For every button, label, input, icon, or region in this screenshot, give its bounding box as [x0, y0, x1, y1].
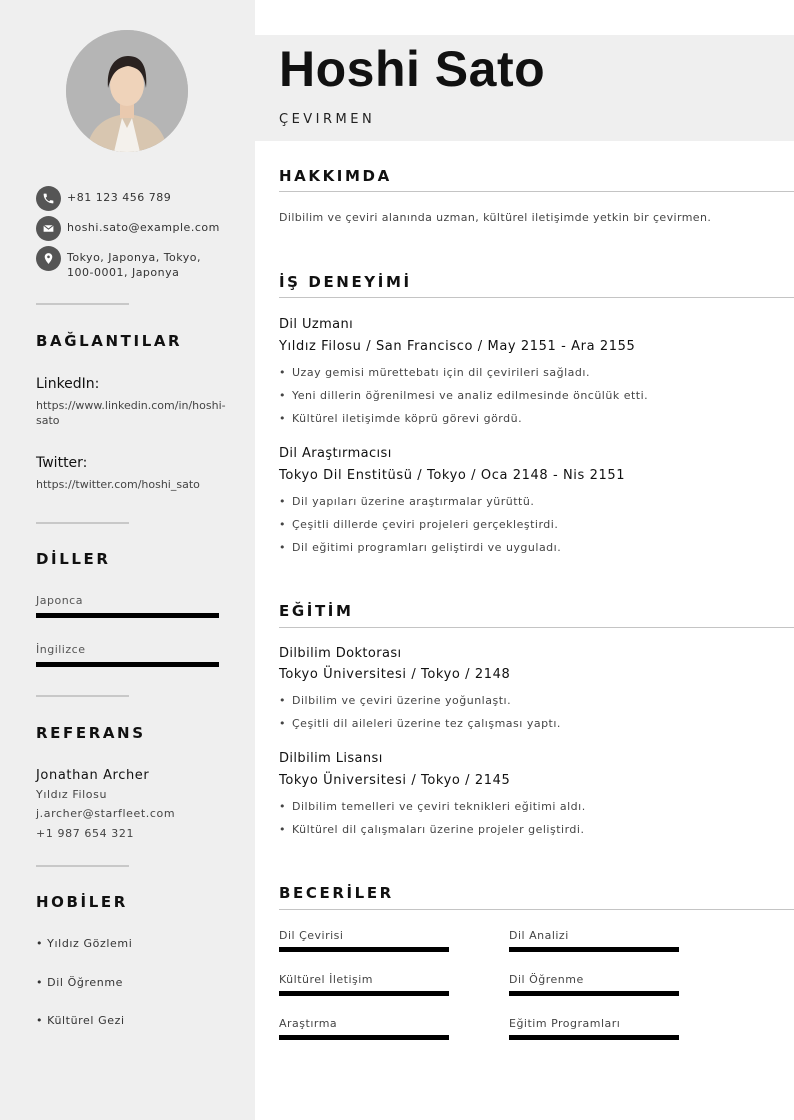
email-text[interactable]: hoshi.sato@example.com	[67, 221, 220, 234]
links-heading: BAĞLANTILAR	[36, 332, 183, 350]
reference-phone: +1 987 654 321	[36, 827, 135, 840]
skill-level-bar	[279, 1035, 449, 1040]
contact-address	[36, 246, 236, 280]
address-line1: Tokyo, Japonya, Tokyo,	[67, 251, 201, 264]
address-text	[67, 246, 201, 280]
phone-text: +81 123 456 789	[67, 191, 172, 204]
about-text: Dilbilim ve çeviri alanında uzman, kültürel iletişimde yetkin bir çevirmen.	[279, 211, 712, 224]
job-meta: Yıldız Filosu / San Francisco / May 2151 - Ara 2155	[279, 339, 636, 354]
skill-level-bar	[509, 947, 679, 952]
linkedin-url-line2[interactable]: sato	[36, 414, 60, 427]
profile-photo-illustration	[66, 30, 188, 152]
skill-level-bar	[509, 1035, 679, 1040]
degree-bullet: • Kültürel dil çalışmaları üzerine projeler geliştirdi.	[279, 823, 584, 836]
degree-bullet: • Dilbilim temelleri ve çeviri teknikleri eğitimi aldı.	[279, 800, 586, 813]
twitter-label: Twitter:	[36, 455, 88, 471]
degree-name: Dilbilim Doktorası	[279, 646, 402, 661]
location-icon	[36, 246, 61, 271]
skill-name: Dil Öğrenme	[509, 973, 584, 986]
skill-name: Dil Çevirisi	[279, 929, 344, 942]
sidebar-divider	[36, 695, 129, 697]
experience-heading: İŞ DENEYİMİ	[279, 273, 412, 291]
job-bullet: • Kültürel iletişimde köprü görevi gördü.	[279, 412, 522, 425]
reference-name: Jonathan Archer	[36, 768, 150, 783]
section-divider	[279, 627, 794, 628]
section-divider	[279, 909, 794, 910]
reference-org: Yıldız Filosu	[36, 788, 108, 801]
skill-name: Eğitim Programları	[509, 1017, 621, 1030]
job-meta: Tokyo Dil Enstitüsü / Tokyo / Oca 2148 - Nis 2151	[279, 468, 626, 483]
skill-level-bar	[279, 947, 449, 952]
skills-heading: BECERİLER	[279, 884, 394, 902]
degree-name: Dilbilim Lisansı	[279, 751, 383, 766]
reference-email[interactable]: j.archer@starfleet.com	[36, 807, 176, 820]
job-bullet: • Yeni dillerin öğrenilmesi ve analiz edilmesinde öncülük etti.	[279, 389, 648, 402]
degree-meta: Tokyo Üniversitesi / Tokyo / 2145	[279, 773, 511, 788]
hobby-item: • Yıldız Gözlemi	[36, 937, 133, 950]
sidebar-divider	[36, 522, 129, 524]
twitter-url[interactable]: https://twitter.com/hoshi_sato	[36, 478, 200, 491]
job-role: Dil Uzmanı	[279, 317, 354, 332]
job-bullet: • Dil eğitimi programları geliştirdi ve uyguladı.	[279, 541, 561, 554]
skill-level-bar	[279, 991, 449, 996]
sidebar-divider	[36, 865, 129, 867]
skill-name: Araştırma	[279, 1017, 338, 1030]
job-role: Dil Araştırmacısı	[279, 446, 392, 461]
language-name: İngilizce	[36, 643, 86, 656]
skill-name: Kültürel İletişim	[279, 973, 374, 986]
language-name: Japonca	[36, 594, 83, 607]
job-bullet: • Çeşitli dillerde çeviri projeleri gerçekleştirdi.	[279, 518, 558, 531]
skill-level-bar	[509, 991, 679, 996]
sidebar-divider	[36, 303, 129, 305]
reference-heading: REFERANS	[36, 724, 146, 742]
phone-icon	[36, 186, 61, 211]
contact-email	[36, 216, 236, 241]
email-icon	[36, 216, 61, 241]
section-divider	[279, 297, 794, 298]
job-bullet: • Uzay gemisi mürettebatı için dil çevirileri sağladı.	[279, 366, 590, 379]
language-level-bar	[36, 662, 219, 667]
education-heading: EĞİTİM	[279, 602, 354, 620]
language-level-bar	[36, 613, 219, 618]
job-title: ÇEVIRMEN	[279, 112, 376, 127]
degree-bullet: • Dilbilim ve çeviri üzerine yoğunlaştı.	[279, 694, 511, 707]
languages-heading: DİLLER	[36, 550, 111, 568]
job-bullet: • Dil yapıları üzerine araştırmalar yürüttü.	[279, 495, 534, 508]
person-name: Hoshi Sato	[279, 41, 546, 97]
degree-bullet: • Çeşitli dil aileleri üzerine tez çalışması yaptı.	[279, 717, 561, 730]
linkedin-label: LinkedIn:	[36, 376, 100, 392]
profile-photo	[66, 30, 188, 152]
skill-name: Dil Analizi	[509, 929, 569, 942]
linkedin-url[interactable]	[36, 398, 226, 428]
hobbies-heading: HOBİLER	[36, 893, 128, 911]
degree-meta: Tokyo Üniversitesi / Tokyo / 2148	[279, 667, 511, 682]
contact-phone	[36, 186, 236, 211]
section-divider	[279, 191, 794, 192]
hobby-item: • Kültürel Gezi	[36, 1014, 125, 1027]
linkedin-url-line1[interactable]: https://www.linkedin.com/in/hoshi-	[36, 399, 226, 412]
hobby-item: • Dil Öğrenme	[36, 976, 124, 989]
about-heading: HAKKIMDA	[279, 167, 392, 185]
address-line2: 100-0001, Japonya	[67, 266, 180, 279]
